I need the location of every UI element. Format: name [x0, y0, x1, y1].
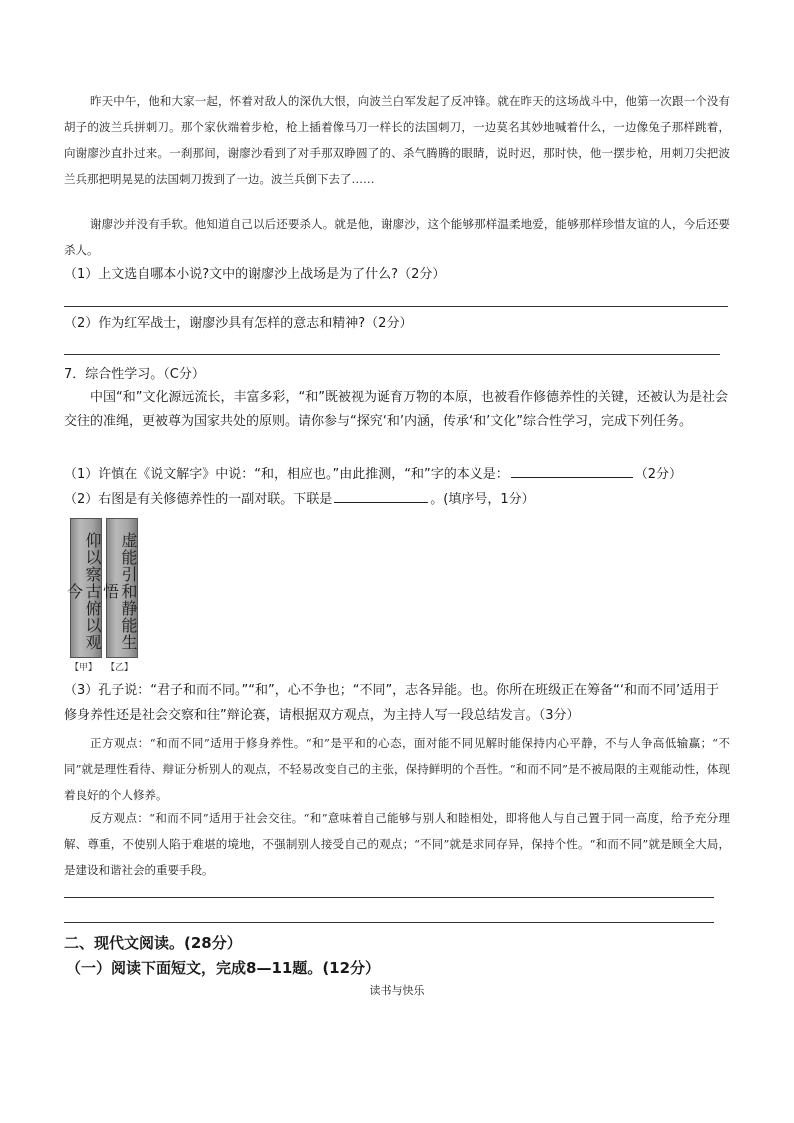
fill-blank[interactable]: [334, 488, 428, 503]
q7-sub2: [64, 487, 730, 513]
q7-sub2-score: 。(填序号，1分）: [430, 492, 535, 507]
q7-sub3: （3）孔子说：“君子和而不同。”“和”，心不争也；“不同”，志各异能。也。你所在班级正在筹备“‘和而不同’适用于修身养性还是社会交察和往”辩论赛，请根据双方观点，为主持人写一段总结发言。（3分）: [64, 683, 720, 723]
couplet-scroll-right: [100, 518, 138, 658]
section-2-title: 二、现代文阅读。(28分）: [64, 934, 242, 952]
con-viewpoint: 反方观点：“和而不同”适用于社会交往。“和”意味着自己能够与别人和睦相处，即将他人与自己置于同一高度，给予充分理解、尊重，不使别人陷于难堪的境地，不强制别人接受自己的观点；“不同”就是求同存异，保持个性。“和而不同”就是顾全大局，是建设和谐社会的重要手段。: [64, 811, 730, 877]
pro-viewpoint: 正方观点：“和而不同”适用于修身养性。“和”是平和的心态，面对能不同见解时能保持内心平静，不与人争高低输赢；“不同”就是理性看待、辩证分析别人的观点，不轻易改变自己的主张，保持鲜明的个吾性。“和而不同”是不被局限的主观能动性，体现着良好的个人修养。: [64, 736, 730, 802]
couplet-right-text: 虚能引和静能生悟: [100, 531, 138, 651]
fill-blank[interactable]: [511, 463, 633, 478]
couplet-label-yi: 【乙】: [106, 663, 134, 673]
q7-sub1-score: （2分）: [634, 467, 682, 482]
q7-sub2-text: （2）右图是有关修德养性的一副对联。下联是: [64, 492, 333, 507]
passage-paragraph-1: 昨天中午，他和大家一起，怀着对敌人的深仇大恨，向波兰白军发起了反冲锋。就在昨天的这场战斗中，他第一次跟一个没有胡子的波兰兵拼刺刀。那个家伙端着步枪，枪上插着像马刀一样长的法国刺刀，一边莫名其妙地喊着什么，一边像兔子那样跳着，向谢廖沙直扑过来。一刹那间，谢廖沙看到了对手那双睁圆了的、杀气腾腾的眼睛，说时迟，那时快，他一摆步枪，用刺刀尖把波兰兵那把明晃晃的法国刺刀拨到了一边。波兰兵倒下去了……: [64, 94, 730, 186]
answer-line[interactable]: [64, 922, 714, 923]
q7-sub1-text: （1）许慎在《说文解字》中说：“和，相应也。”由此推测，“和”字的本义是：: [64, 467, 509, 482]
q7-heading: 7．综合性学习。（C分）: [64, 367, 205, 382]
q6-sub2: （2）作为红军战士，谢廖沙具有怎样的意志和精神?（2分）: [64, 316, 413, 331]
passage-paragraph-2: 谢廖沙并没有手软。他知道自己以后还要杀人。就是他，谢廖沙，这个能够那样温柔地爱，能够那样珍惜友谊的人，今后还要杀人。: [64, 217, 730, 257]
couplet-left-text: 仰以察古俯以观今: [64, 531, 102, 651]
q7-sub1: [64, 462, 730, 488]
section-2-sub: （一）阅读下面短文，完成8—11题。(12分）: [66, 959, 381, 977]
q6-sub1: （1）上文选自哪本小说?文中的谢廖沙上战场是为了什么?（2分）: [64, 267, 446, 282]
couplet-label-jia: 【甲】: [70, 663, 98, 673]
essay-title: 读书与快乐: [369, 984, 425, 997]
q7-intro: 中国“和”文化源远流长，丰富多彩，“和”既被视为诞育万物的本原，也被看作修德养性的关键，还被认为是社会交往的准绳，更被尊为国家共处的原则。请你参与“探究‘和’内涵，传承‘和’文化”综合性学习，完成下列任务。: [64, 390, 728, 429]
answer-line[interactable]: [64, 306, 728, 307]
couplet-image: [64, 518, 140, 673]
couplet-scroll-left: [64, 518, 102, 658]
answer-line[interactable]: [64, 354, 720, 355]
answer-line[interactable]: [64, 897, 714, 898]
